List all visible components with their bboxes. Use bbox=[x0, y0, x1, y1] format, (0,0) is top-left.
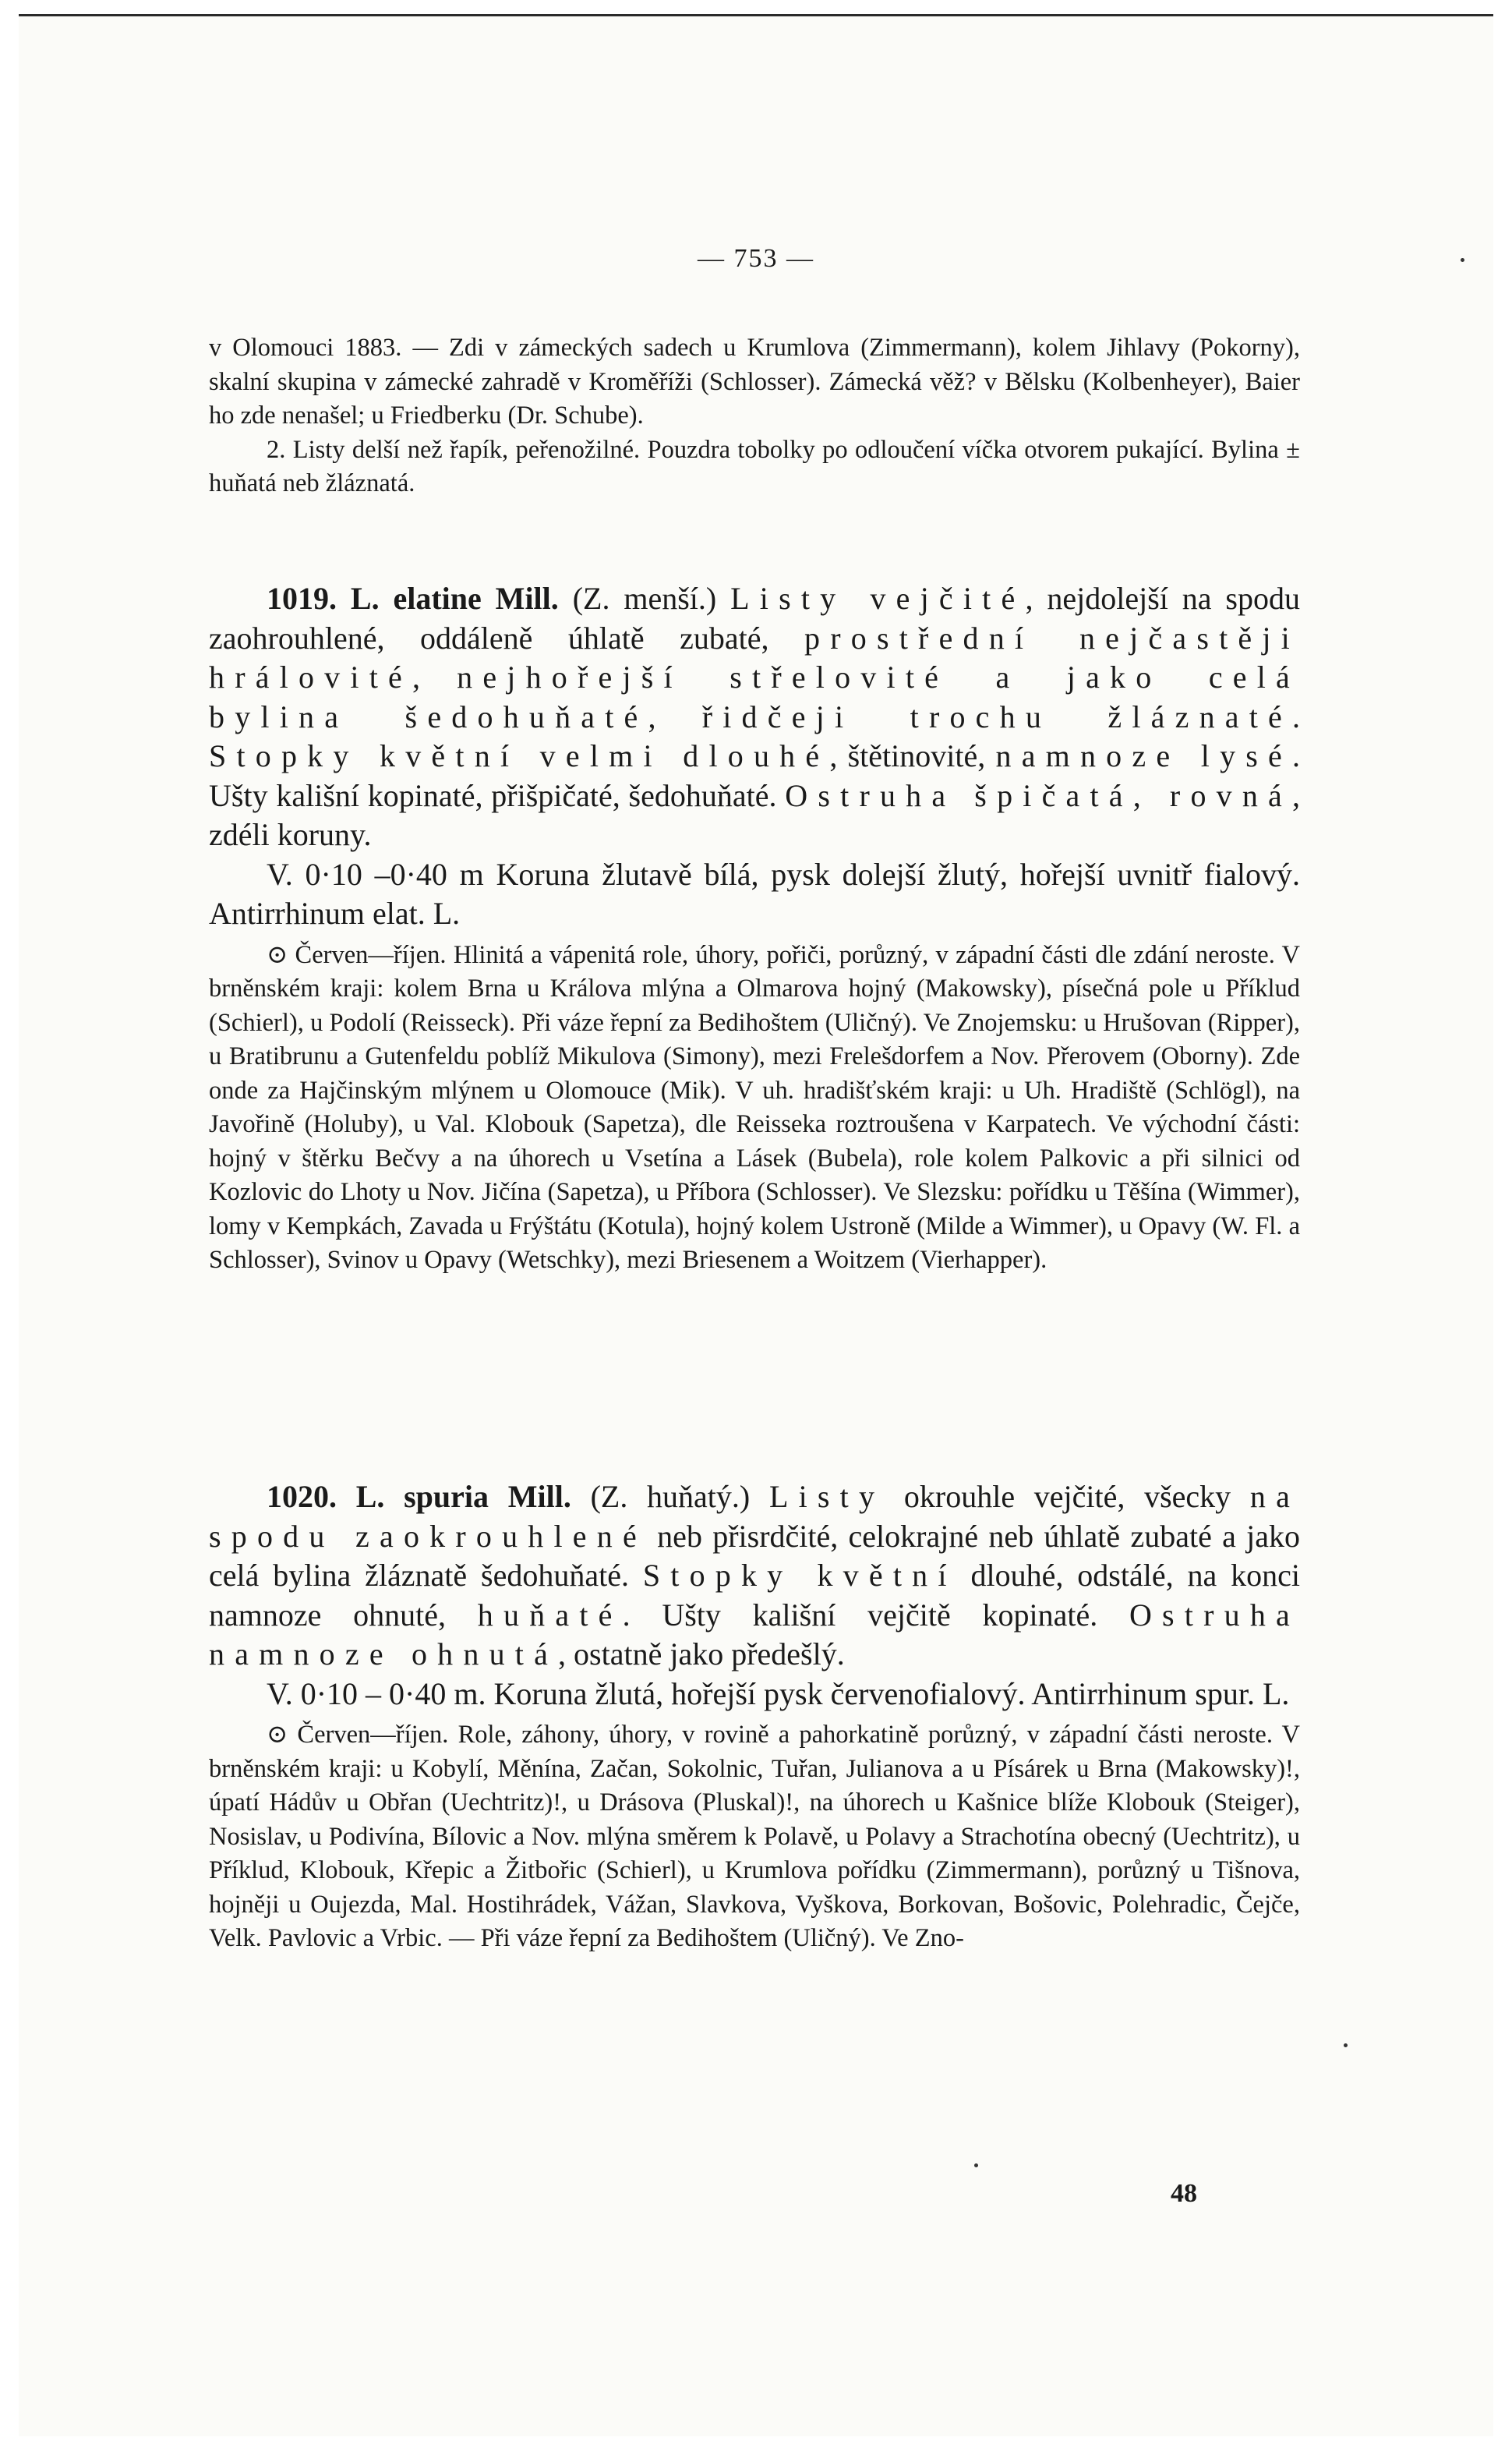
text-run: , bbox=[412, 660, 457, 695]
key-item-2: 2. Listy delší než řapík, peřenožilné. Pouzdra tobolky po odloučení víčka otvorem pukající. Bylina ± huňatá neb žláznatá. bbox=[209, 435, 1300, 497]
entry-1019-flowers: V. 0·10 –0·40 m Koruna žlutavě bílá, pysk dolejší žlutý, hořejší uvnitř fialový. Antirrhinum elat. L. bbox=[209, 856, 1300, 931]
page-number: — 753 — bbox=[698, 244, 814, 273]
entry-1019-localities bbox=[209, 939, 1300, 1278]
entry-1020-localities bbox=[209, 1718, 1300, 1956]
block-continued-localities bbox=[209, 331, 1300, 501]
entry-1020-description bbox=[209, 1477, 1300, 1675]
entry-1019-locality-text: Červen—říjen. Hlinitá a vápenitá role, úhory, pořiči, porůzný, v západní části dle zdání neroste. V brněnském kraji: kolem Brna u Králova mlýna a Olmarova hojný (Makowsky), písečná pole u Příklud (Schierl), u Podolí (Reisseck). Při váze řepní za Bedihoštem (Uličný). Ve Znojemsku: u Hrušovan (Ripper), u Bratibrunu a Gutenfeldu poblíž Mikulova (Simony), mezi Frelešdorfem a Nov. Přerovem (Oborny). Zde onde za Hajčinským mlýnem u Olomouce (Mik). V uh. hradišťském kraji: u Uh. Hradiště (Schlögl), na Javořině (Holuby), u Val. Klobouk (Sapetza), dle Reisseka roztroušena v Karpatech. Ve východní části: hojný v štěrku Bečvy a na úhorech u Vsetína a Lásek (Bubela), role kolem Palkovic a při silnici od Kozlovic do Lhoty u Nov. Jičína (Sapetza), u Příbora (Schlosser). Ve Slezsku: pořídku u Těšína (Wimmer), lomy v Kempkách, Zavada u Frýštátu (Kotula), hojný kolem Ustroně (Milde a Wimmer), u Opavy (W. Fl. a Schlosser), Svinov u Opavy (Wetschky), mezi Briesenem a Woitzem (Vierhapper). bbox=[209, 940, 1301, 1274]
text-run: neb přisrdčité, celokrajné neb úhlatě zubaté a jako celá bylina žláznatě šedohuňaté. bbox=[209, 1518, 1300, 1593]
entry-1020 bbox=[209, 1477, 1300, 1956]
entry-1019-number: 1019. bbox=[267, 581, 337, 616]
entry-1020-number: 1020. bbox=[267, 1479, 337, 1514]
spaced-emphasis: Listy vejčité bbox=[730, 581, 1026, 616]
annual-symbol-icon: ⊙ bbox=[267, 1721, 288, 1749]
spaced-emphasis: Stopky květní bbox=[642, 1558, 957, 1593]
signature-mark: 48 bbox=[1171, 2179, 1197, 2208]
text-run: . Ušty kališní vejčitě kopinaté. bbox=[622, 1597, 1129, 1633]
spaced-emphasis: Ostruha špičatá, rovná bbox=[785, 777, 1293, 813]
annual-symbol-icon: ⊙ bbox=[267, 940, 288, 969]
text-run: , štětinovité, bbox=[829, 738, 996, 773]
text-run: , zdéli koruny. bbox=[209, 777, 1301, 852]
entry-1020-flowers: V. 0·10 – 0·40 m. Koruna žlutá, hořejší pysk červenofialový. Antirrhinum spur. L. bbox=[267, 1675, 1290, 1711]
spaced-emphasis: namnoze lysé bbox=[995, 738, 1292, 773]
spaced-emphasis: Ostruha namnoze ohnutá bbox=[209, 1597, 1300, 1672]
spaced-emphasis: Listy bbox=[768, 1479, 885, 1514]
continued-text: v Olomouci 1883. — Zdi v zámeckých sadech u Krumlova (Zimmermann), kolem Jihlavy (Pokorny), skalní skupina v zámecké zahradě v Kroměříži (Schlosser). Zámecká věž? v Bělsku (Kolbenheyer), Baier ho zde nenašel; u Friedberku (Dr. Schube). bbox=[209, 334, 1300, 430]
entry-1020-common: (Z. huňatý.) bbox=[590, 1479, 751, 1514]
text-run: , nejdolejší na spodu zaohrouhlené, oddáleně úhlatě zubaté, bbox=[209, 581, 1301, 656]
entry-1020-locality-text: Červen—říjen. Role, záhony, úhory, v rovině a pahorkatině porůzný, v západní části neroste. V brněnském kraji: u Kobylí, Měnína, Začan, Sokolnic, Tuřan, Julianova a u Písárek u Brna (Makowsky)!, úpatí Hádův u Obřan (Uechtritz)!, u Drásova (Pluskal)!, na úhorech u Kašnice blíže Klobouk (Steiger), Nosislav, u Podivína, Bílovic a Nov. mlýna směrem k Polavě, u Polavy a Strachotína obecný (Uechtritz), u Příklud, Klobouk, Křepic a Žitbořic (Schierl), u Krumlova pořídku (Zimmermann), porůzný u Tišnova, hojněji u Oujezda, Mal. Hostihrádek, Vážan, Slavkova, Vyškova, Borkovan, Bošovic, Polehradic, Čejče, Velk. Pavlovic a Vrbic. — Při váze řepní za Bedihoštem (Uličný). Ve Zno- bbox=[209, 1721, 1300, 1952]
print-speck bbox=[1344, 2043, 1348, 2047]
text-run: . bbox=[1292, 699, 1301, 734]
text-run: , ostatně jako předešlý. bbox=[558, 1636, 845, 1672]
spaced-emphasis: řidčeji trochu žláznaté bbox=[701, 699, 1293, 734]
spaced-emphasis: nejhořejší střelovité a jako celá bylina šedohuňaté bbox=[209, 660, 1300, 734]
spaced-emphasis: Stopky květní velmi dlouhé bbox=[209, 738, 830, 773]
entry-1019 bbox=[209, 579, 1300, 1278]
text-run: . Ušty kališní kopinaté, přišpičaté, šedohuňaté. bbox=[209, 738, 1300, 813]
spaced-emphasis: huňaté bbox=[477, 1597, 623, 1633]
entry-1019-common: (Z. menší.) bbox=[572, 581, 717, 616]
spaced-emphasis: prostřední nejčastěji hrálovité bbox=[209, 620, 1300, 695]
page bbox=[19, 14, 1493, 2436]
spaced-emphasis: na spodu zaokrouhlené bbox=[209, 1479, 1301, 1554]
entry-1020-name: L. spuria Mill. bbox=[355, 1479, 571, 1514]
text-run: okrouhle vejčité, všecky bbox=[885, 1479, 1250, 1514]
print-speck bbox=[974, 2163, 978, 2167]
entry-1019-description bbox=[209, 579, 1300, 855]
text-run: , bbox=[648, 699, 702, 734]
entry-1019-text bbox=[209, 581, 1300, 852]
text-run: dlouhé, odstálé, na konci namnoze ohnuté, bbox=[209, 1558, 1300, 1633]
print-speck bbox=[1461, 258, 1464, 262]
entry-1019-name: L. elatine Mill. bbox=[350, 581, 559, 616]
